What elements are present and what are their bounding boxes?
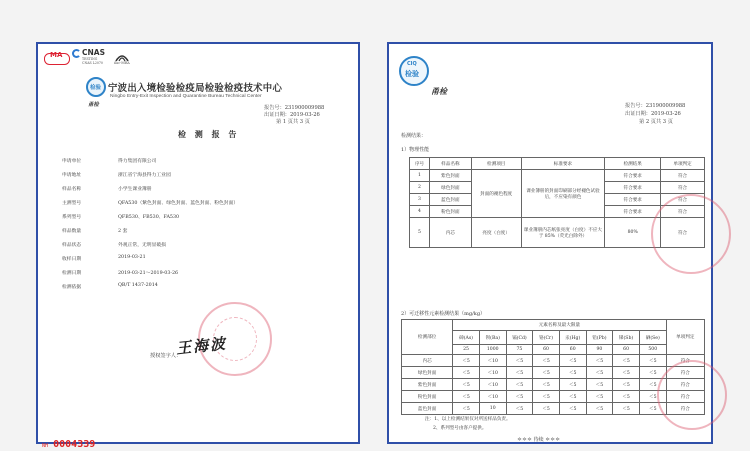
ciq-emblem-center-text: 检验 — [405, 70, 419, 78]
info-value: QFB530、FB530、FA530 — [118, 215, 180, 220]
info-row — [62, 213, 342, 225]
element-value: ＜5 — [639, 355, 666, 367]
table-row — [410, 170, 705, 182]
info-label: 样品数量 — [62, 229, 82, 234]
ilac-logo — [114, 48, 132, 68]
verdict: 符合 — [666, 379, 704, 391]
table-row — [402, 367, 705, 379]
test-result: 符合要求 — [605, 170, 661, 182]
physical-section-title: 1）物理性能 — [401, 147, 430, 153]
element-limit: 60 — [613, 345, 640, 355]
inspection-stamp — [651, 194, 731, 274]
sample-name: 粉色封面 — [429, 206, 471, 218]
info-row — [62, 241, 342, 253]
verdict: 符合 — [666, 391, 704, 403]
test-result: 符合要求 — [605, 206, 661, 218]
element-value: ＜5 — [533, 403, 560, 415]
element-value: ＜5 — [639, 379, 666, 391]
element-limit: 1000 — [479, 345, 506, 355]
element-name: 砷(As) — [453, 331, 480, 345]
info-row — [62, 171, 342, 183]
table-header-cell: 检测结果 — [605, 158, 661, 170]
test-item: 封面的褪色程度 — [471, 170, 521, 218]
cnas-logo — [72, 48, 112, 68]
serial-number — [42, 432, 95, 451]
table-header-row — [410, 158, 705, 170]
info-value: QB/T 1437-2014 — [118, 283, 158, 288]
element-value: ＜5 — [533, 391, 560, 403]
info-label: 检测依据 — [62, 285, 82, 290]
info-label: 样品名称 — [62, 187, 82, 192]
report-page-2 — [387, 42, 713, 444]
inner-verdict: 符合 — [661, 218, 705, 248]
cnas-logo-text: CNAS — [82, 48, 105, 57]
element-value: ＜5 — [506, 379, 533, 391]
inner-req: 课业簿册内芯纸张亮度（白度）不应大于 85%（荧光白除外） — [521, 218, 605, 248]
inner-name: 内芯 — [429, 218, 471, 248]
row-number: 1 — [410, 170, 430, 182]
info-value: 小学生课业簿册 — [118, 187, 152, 192]
info-label: 收样日期 — [62, 257, 82, 262]
cnas-logo-sub: TESTING — [82, 57, 98, 61]
ciq-emblem-large — [399, 56, 429, 86]
yongjian-mark: 甬检 — [431, 86, 447, 96]
element-name: 镉(Cd) — [506, 331, 533, 345]
element-name: 硒(Se) — [639, 331, 666, 345]
table-header-cell: 样品名称 — [429, 158, 471, 170]
verdict: 符合 — [666, 355, 704, 367]
sample-name: 蓝色封面 — [429, 194, 471, 206]
verdict: 符合 — [661, 182, 705, 194]
inner-no: 5 — [410, 218, 430, 248]
row-number: 3 — [410, 194, 430, 206]
yongjian-mark: 甬检 — [88, 102, 99, 108]
cma-logo — [44, 50, 70, 62]
element-value: ＜5 — [533, 379, 560, 391]
element-value: 10 — [479, 403, 506, 415]
element-value: ＜5 — [533, 367, 560, 379]
element-limit: 60 — [559, 345, 586, 355]
standard-requirement: 课业簿册的封面印刷部分经褪色试验后，不应染有颜色 — [521, 170, 605, 218]
table-header-row — [402, 320, 705, 331]
element-value: ＜5 — [453, 355, 480, 367]
cnas-wave-icon — [72, 49, 81, 58]
element-value: ＜5 — [586, 403, 613, 415]
info-label: 申请单位 — [62, 159, 82, 164]
element-value: ＜5 — [559, 391, 586, 403]
element-value: ＜5 — [559, 367, 586, 379]
continue-mark: ＊＊＊ 待续 ＊＊＊ — [517, 437, 561, 443]
element-value: ＜5 — [613, 355, 640, 367]
test-result: 符合要求 — [605, 194, 661, 206]
info-label: 检测日期 — [62, 271, 82, 276]
table-header-cell: 检测部位 — [402, 320, 453, 355]
info-row — [62, 185, 342, 197]
info-row — [62, 157, 342, 169]
note-1: 注：1、以上检测结果仅对所送样品负责。 — [425, 417, 511, 422]
element-value: ＜5 — [453, 367, 480, 379]
element-value: ＜5 — [506, 367, 533, 379]
table-header-cell: 单项判定 — [666, 320, 704, 355]
ciq-emblem — [86, 77, 106, 97]
element-value: ＜10 — [479, 391, 506, 403]
sample-name: 绿色封面 — [429, 182, 471, 194]
info-row — [62, 255, 342, 267]
element-limit: 90 — [586, 345, 613, 355]
inner-result: 80% — [605, 218, 661, 248]
element-value: ＜5 — [613, 403, 640, 415]
table-header-cell: 标准要求 — [521, 158, 605, 170]
info-row — [62, 269, 342, 281]
element-name: 铅(Pb) — [586, 331, 613, 345]
inner-item: 亮度（白度） — [471, 218, 521, 248]
info-value: 2019-03-21 — [118, 255, 146, 260]
info-label: 样品状态 — [62, 243, 82, 248]
element-value: ＜5 — [639, 403, 666, 415]
inspection-stamp-lower — [657, 360, 727, 430]
element-value: ＜10 — [479, 355, 506, 367]
element-value: ＜10 — [479, 379, 506, 391]
element-value: ＜5 — [586, 391, 613, 403]
element-value: ＜5 — [559, 403, 586, 415]
migration-section-title: 2）可迁移性元素检测结果（mg/kg） — [401, 311, 486, 317]
sample-part: 内芯 — [402, 355, 453, 367]
verdict: 符合 — [661, 206, 705, 218]
table-header-cell: 单项判定 — [661, 158, 705, 170]
element-value: ＜5 — [506, 403, 533, 415]
serial-prefix: NH — [42, 443, 49, 449]
element-value: ＜5 — [506, 391, 533, 403]
element-value: ＜5 — [586, 355, 613, 367]
results-title: 检测结果： — [401, 133, 427, 139]
verdict: 符合 — [661, 194, 705, 206]
sample-part: 紫色封面 — [402, 379, 453, 391]
element-value: ＜5 — [613, 379, 640, 391]
element-name: 汞(Hg) — [559, 331, 586, 345]
cma-logo-text: MA — [50, 51, 63, 59]
sample-part: 粉色封面 — [402, 391, 453, 403]
ilac-logo-text: ilac-MRA — [114, 61, 130, 65]
table-row — [402, 355, 705, 367]
element-value: ＜5 — [559, 355, 586, 367]
element-value: ＜5 — [453, 379, 480, 391]
info-row — [62, 227, 342, 239]
element-limit: 500 — [639, 345, 666, 355]
element-value: ＜5 — [613, 367, 640, 379]
info-value: QFA530（紫色封面、绿色封面、蓝色封面、粉色封面） — [118, 201, 239, 206]
table-header-cell: 序号 — [410, 158, 430, 170]
element-limit: 75 — [506, 345, 533, 355]
element-value: ＜5 — [586, 379, 613, 391]
info-value: 浙江省宁海县得力工业园 — [118, 173, 171, 178]
sample-part: 蓝色封面 — [402, 403, 453, 415]
sample-name: 紫色封面 — [429, 170, 471, 182]
info-label: 申请地址 — [62, 173, 82, 178]
element-name: 钡(Ba) — [479, 331, 506, 345]
info-value: 得力集团有限公司 — [118, 159, 157, 164]
signer-label: 授权签字人： — [150, 353, 182, 359]
element-name: 锑(Sb) — [613, 331, 640, 345]
info-value: 2019-03-21～2019-03-26 — [118, 271, 179, 276]
issue-date: 出证日期：2019-03-26 — [264, 112, 320, 118]
info-value: 外观正常，无明显破损 — [118, 243, 166, 248]
element-value: ＜5 — [533, 355, 560, 367]
cnas-logo-number: CNAS L2070 — [82, 61, 103, 65]
element-value: ＜10 — [479, 367, 506, 379]
page-info: 第 2 页共 3 页 — [639, 119, 673, 125]
report-page-1 — [36, 42, 360, 450]
element-value: ＜5 — [586, 367, 613, 379]
org-title-en: Ningbo Entry-Exit Inspection and Quarantine Bureau Technical Center — [110, 94, 262, 99]
ciq-emblem-ring-text: CIQ — [407, 61, 417, 67]
page-info: 第 1 页共 3 页 — [276, 119, 310, 125]
report-number: 报告号：231900009988 — [264, 105, 325, 111]
info-row — [62, 199, 342, 211]
element-limit: 60 — [533, 345, 560, 355]
row-number: 2 — [410, 182, 430, 194]
verdict: 符合 — [661, 170, 705, 182]
element-value: ＜5 — [453, 403, 480, 415]
table-header-cell: 检测项目 — [471, 158, 521, 170]
info-label: 主测型号 — [62, 201, 82, 206]
serial-digits: 0004339 — [53, 439, 96, 450]
info-label: 系列型号 — [62, 215, 82, 220]
ciq-emblem-text: 检验 — [90, 85, 102, 91]
element-value: ＜5 — [506, 355, 533, 367]
test-result: 符合要求 — [605, 182, 661, 194]
element-value: ＜5 — [613, 391, 640, 403]
verdict: 符合 — [666, 403, 704, 415]
element-name: 铬(Cr) — [533, 331, 560, 345]
info-value: 2 套 — [118, 229, 128, 234]
sample-part: 绿色封面 — [402, 367, 453, 379]
handwritten-signature: 王海波 — [175, 334, 228, 358]
row-number: 4 — [410, 206, 430, 218]
info-row — [62, 283, 342, 295]
report-title: 检 测 报 告 — [178, 129, 240, 139]
element-value: ＜5 — [559, 379, 586, 391]
element-value: ＜5 — [453, 391, 480, 403]
element-value: ＜5 — [639, 391, 666, 403]
verdict: 符合 — [666, 367, 704, 379]
report-number: 报告号：231900009988 — [625, 103, 686, 109]
note-2: 2、系列型号由客户提供。 — [433, 426, 487, 431]
issue-date: 出证日期：2019-03-26 — [625, 111, 681, 117]
element-value: ＜5 — [639, 367, 666, 379]
table-header-cell: 元素名称及最大限量 — [453, 320, 666, 331]
org-title-cn: 宁波出入境检验检疫局检验检疫技术中心 — [108, 83, 283, 94]
element-limit: 25 — [453, 345, 480, 355]
